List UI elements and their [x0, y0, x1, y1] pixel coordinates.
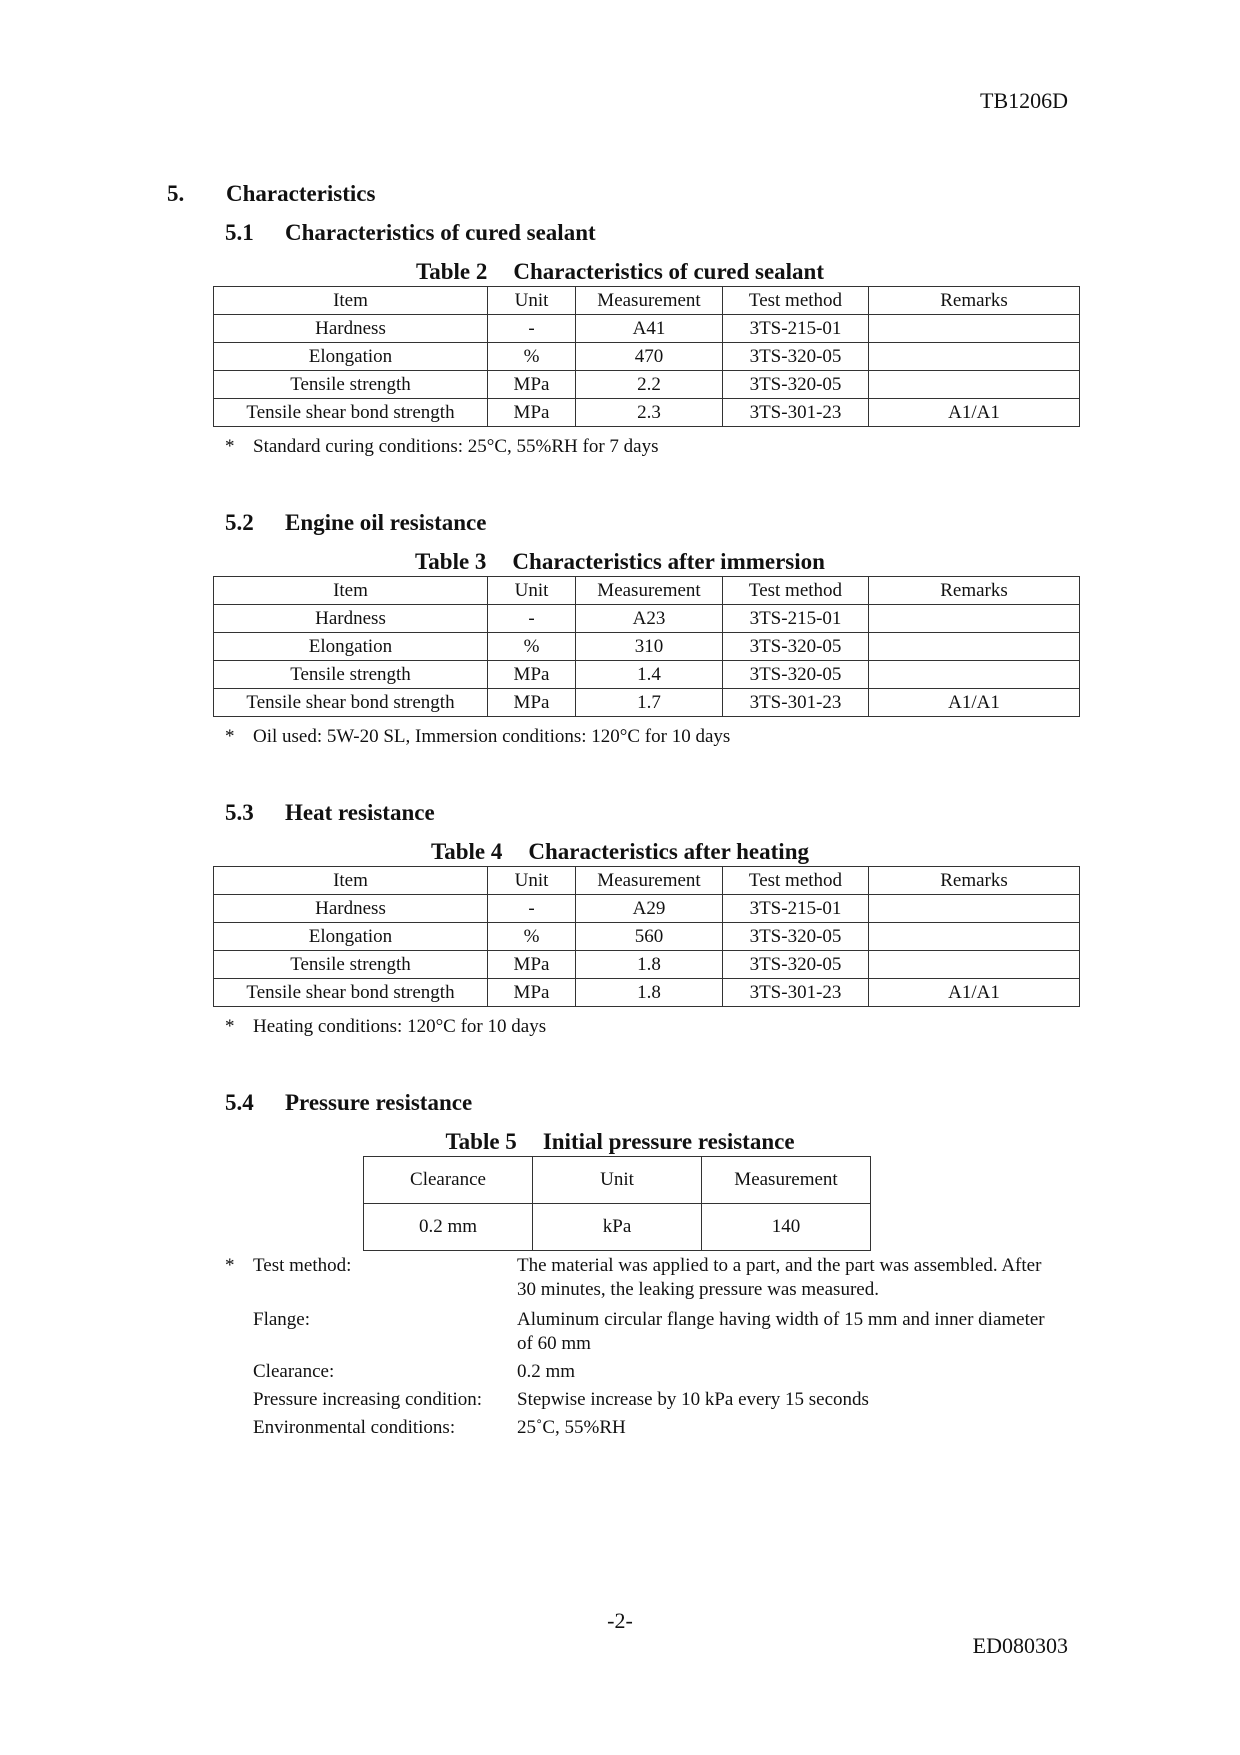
subsection-title: Engine oil resistance	[285, 510, 487, 535]
table-cell: 470	[576, 343, 723, 371]
column-header: Unit	[488, 287, 576, 315]
table-caption	[0, 549, 1240, 575]
table-cell: Tensile shear bond strength	[214, 979, 488, 1007]
table-number: Table 2	[415, 259, 488, 284]
spec-label-pressure-condition: Pressure increasing condition:	[253, 1389, 483, 1410]
table-cell: Hardness	[214, 315, 488, 343]
column-header: Remarks	[869, 287, 1080, 315]
table-cell: 140	[702, 1204, 871, 1251]
table-cell: 3TS-215-01	[723, 605, 869, 633]
spec-value-test-method: The material was applied to a part, and the part was assembled. After 30 minutes, the leaking pressure was measured.	[517, 1255, 1042, 1300]
table-row	[214, 689, 1080, 717]
table-cell	[869, 661, 1080, 689]
table-cell: A23	[576, 605, 723, 633]
column-header: Item	[214, 577, 488, 605]
subsection-number: 5.2	[225, 510, 254, 535]
subsection-number: 5.3	[225, 800, 254, 825]
table-cell: Hardness	[214, 895, 488, 923]
column-header: Test method	[723, 577, 869, 605]
table-cell: Hardness	[214, 605, 488, 633]
spec-value-environmental: 25˚C, 55%RH	[517, 1417, 626, 1438]
page-number: -2-	[607, 1608, 633, 1633]
table-cell: MPa	[488, 399, 576, 427]
column-header: Measurement	[576, 577, 723, 605]
footer-code: ED080303	[972, 1633, 1068, 1658]
note-marker: *	[225, 726, 235, 747]
column-header: Measurement	[576, 867, 723, 895]
table-cell	[869, 951, 1080, 979]
table-cell	[869, 923, 1080, 951]
table-cell: 2.3	[576, 399, 723, 427]
table-header-row	[214, 287, 1080, 315]
table-cell	[869, 371, 1080, 399]
table-caption	[0, 259, 1240, 285]
table-4	[213, 866, 1080, 1007]
note-marker: *	[225, 1255, 235, 1276]
spec-value-clearance: 0.2 mm	[517, 1361, 576, 1382]
table-cell: MPa	[488, 371, 576, 399]
table-cell: 310	[576, 633, 723, 661]
table-row	[214, 633, 1080, 661]
table-cell: Tensile shear bond strength	[214, 399, 488, 427]
table-title: Characteristics after heating	[528, 839, 809, 864]
subsection-title: Heat resistance	[285, 800, 435, 825]
note-text: Oil used: 5W-20 SL, Immersion conditions: 120°C for 10 days	[253, 726, 731, 747]
table-2	[213, 286, 1080, 427]
table-note	[225, 1016, 546, 1038]
table-cell: 3TS-320-05	[723, 951, 869, 979]
table-cell: A29	[576, 895, 723, 923]
column-header: Unit	[533, 1157, 702, 1204]
table-title: Characteristics after immersion	[512, 549, 825, 574]
table-cell: Elongation	[214, 923, 488, 951]
table-cell: %	[488, 343, 576, 371]
section-heading	[167, 181, 375, 207]
column-header: Unit	[488, 867, 576, 895]
table-cell: A1/A1	[869, 979, 1080, 1007]
table-cell: MPa	[488, 979, 576, 1007]
column-header: Test method	[723, 867, 869, 895]
table-cell: 3TS-301-23	[723, 979, 869, 1007]
subsection-heading-5-1	[225, 220, 596, 246]
table-cell	[869, 895, 1080, 923]
column-header: Measurement	[576, 287, 723, 315]
table-row	[214, 661, 1080, 689]
column-header: Item	[214, 867, 488, 895]
table-cell: 3TS-320-05	[723, 343, 869, 371]
table-cell: Tensile shear bond strength	[214, 689, 488, 717]
table-cell: 1.7	[576, 689, 723, 717]
spec-value-pressure-condition: Stepwise increase by 10 kPa every 15 seconds	[517, 1389, 869, 1410]
column-header: Unit	[488, 577, 576, 605]
table-caption	[0, 1129, 1240, 1155]
table-cell	[869, 605, 1080, 633]
table-cell: A41	[576, 315, 723, 343]
table-cell: %	[488, 923, 576, 951]
section-number: 5.	[167, 181, 185, 206]
column-header: Remarks	[869, 577, 1080, 605]
table-cell: 3TS-320-05	[723, 661, 869, 689]
section-title: Characteristics	[226, 181, 376, 206]
table-title: Initial pressure resistance	[542, 1129, 795, 1154]
table-header-row	[214, 867, 1080, 895]
table-cell: Elongation	[214, 633, 488, 661]
table-cell: 560	[576, 923, 723, 951]
table-row	[214, 343, 1080, 371]
subsection-title: Pressure resistance	[285, 1090, 473, 1115]
column-header: Clearance	[364, 1157, 533, 1204]
table-cell: 3TS-320-05	[723, 633, 869, 661]
table-cell: %	[488, 633, 576, 661]
table-cell: Tensile strength	[214, 661, 488, 689]
table-row	[214, 605, 1080, 633]
table-3	[213, 576, 1080, 717]
table-cell: kPa	[533, 1204, 702, 1251]
subsection-title: Characteristics of cured sealant	[285, 220, 596, 245]
table-header-row	[214, 577, 1080, 605]
table-note	[225, 726, 730, 748]
spec-label-test-method: Test method:	[253, 1255, 352, 1276]
table-5	[363, 1156, 871, 1251]
table-cell: 3TS-320-05	[723, 923, 869, 951]
table-cell	[869, 633, 1080, 661]
table-row	[214, 923, 1080, 951]
table-cell: Tensile strength	[214, 371, 488, 399]
table-row	[214, 371, 1080, 399]
spec-value-flange: Aluminum circular flange having width of 15 mm and inner diameter of 60 mm	[517, 1309, 1045, 1354]
spec-label-flange: Flange:	[253, 1309, 310, 1330]
subsection-heading-5-3	[225, 800, 435, 826]
table-cell: MPa	[488, 951, 576, 979]
column-header: Test method	[723, 287, 869, 315]
table-cell	[869, 343, 1080, 371]
table-cell: 3TS-215-01	[723, 895, 869, 923]
note-marker: *	[225, 436, 235, 457]
subsection-number: 5.1	[225, 220, 254, 245]
table-cell: A1/A1	[869, 689, 1080, 717]
table-row	[214, 895, 1080, 923]
note-text: Standard curing conditions: 25°C, 55%RH for 7 days	[253, 436, 659, 457]
spec-label-environmental: Environmental conditions:	[253, 1417, 456, 1438]
table-cell: 1.8	[576, 951, 723, 979]
table-number: Table 3	[415, 549, 487, 574]
table-cell: Elongation	[214, 343, 488, 371]
table-row	[214, 399, 1080, 427]
subsection-number: 5.4	[225, 1090, 254, 1115]
column-header: Remarks	[869, 867, 1080, 895]
table-caption	[0, 839, 1240, 865]
table-cell: -	[488, 895, 576, 923]
table-cell: 3TS-301-23	[723, 689, 869, 717]
column-header: Measurement	[702, 1157, 871, 1204]
table-row	[364, 1204, 871, 1251]
table-cell: 3TS-301-23	[723, 399, 869, 427]
subsection-heading-5-4	[225, 1090, 472, 1116]
table-row	[214, 951, 1080, 979]
table-cell: MPa	[488, 661, 576, 689]
table-cell: -	[488, 315, 576, 343]
subsection-heading-5-2	[225, 510, 486, 536]
table-cell: Tensile strength	[214, 951, 488, 979]
table-header-row	[364, 1157, 871, 1204]
document-code: TB1206D	[980, 88, 1068, 113]
table-cell: -	[488, 605, 576, 633]
table-number: Table 5	[445, 1129, 517, 1154]
table-note	[225, 436, 659, 458]
table-cell: A1/A1	[869, 399, 1080, 427]
table-cell	[869, 315, 1080, 343]
table-cell: 3TS-215-01	[723, 315, 869, 343]
note-text: Heating conditions: 120°C for 10 days	[253, 1016, 547, 1037]
table-row	[214, 315, 1080, 343]
table-cell: 1.4	[576, 661, 723, 689]
table-number: Table 4	[431, 839, 503, 864]
table-cell: MPa	[488, 689, 576, 717]
table-cell: 0.2 mm	[364, 1204, 533, 1251]
spec-label-clearance: Clearance:	[253, 1361, 335, 1382]
note-marker: *	[225, 1016, 235, 1037]
table-row	[214, 979, 1080, 1007]
table-title: Characteristics of cured sealant	[513, 259, 825, 284]
table-cell: 1.8	[576, 979, 723, 1007]
table-cell: 3TS-320-05	[723, 371, 869, 399]
column-header: Item	[214, 287, 488, 315]
table-cell: 2.2	[576, 371, 723, 399]
